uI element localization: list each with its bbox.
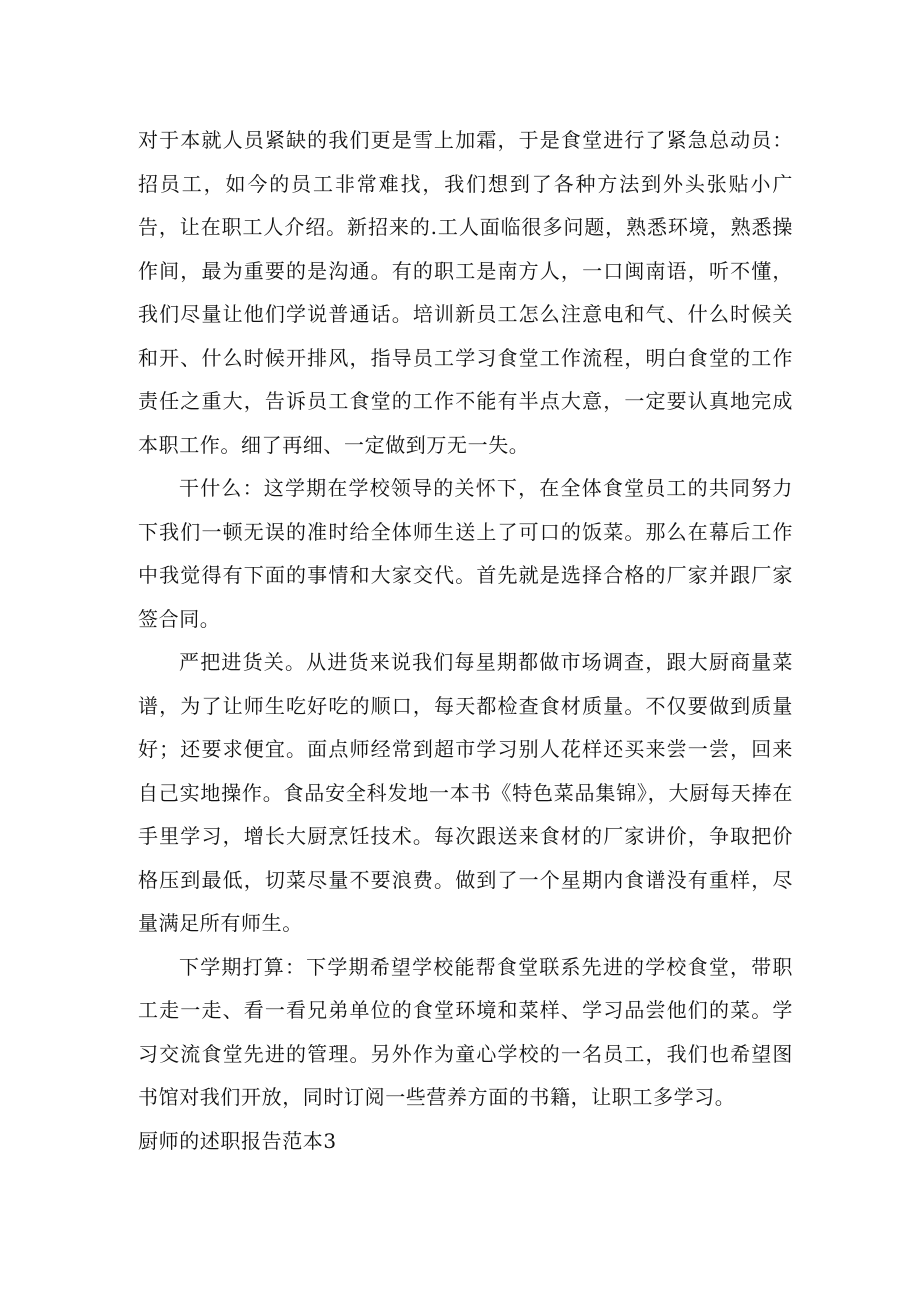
paragraph-staff-recruitment: 对于本就人员紧缺的我们更是雪上加霜，于是食堂进行了紧急总动员：招员工，如今的员工非常难找，我们想到了各种方法到外头张贴小广告，让在职工人介绍。新招来的.工人面临很多问题，熟悉环境，熟悉操作间，最为重要的是沟通。有的职工是南方人，一口闽南语，听不懂，我们尽量让他们学说普通话。培训新员工怎么注意电和气、什么时候关和开、什么时候开排风，指导员工学习食堂工作流程，明白食堂的工作责任之重大，告诉员工食堂的工作不能有半点大意，一定要认真地完成本职工作。细了再细、一定做到万无一失。 (138, 128, 793, 457)
paragraph-work-duties: 干什么：这学期在学校领导的关怀下，在全体食堂员工的共同努力下我们一顿无误的准时给全体师生送上了可口的饭菜。那么在幕后工作中我觉得有下面的事情和大家交代。首先就是选择合格的厂家并跟厂家签合同。 (138, 476, 793, 631)
paragraph-next-term-plan: 下学期打算：下学期希望学校能帮食堂联系先进的学校食堂，带职工走一走、看一看兄弟单位的食堂环境和菜样、学习品尝他们的菜。学习交流食堂先进的管理。另外作为童心学校的一名员工，我们也希望图书馆对我们开放，同时订阅一些营养方面的书籍，让职工多学习。 (138, 954, 793, 1109)
document-body (138, 119, 793, 1163)
section-heading: 厨师的述职报告范本3 (138, 1128, 337, 1153)
paragraph-purchasing-control: 严把进货关。从进货来说我们每星期都做市场调查，跟大厨商量菜谱，为了让师生吃好吃的顺口，每天都检查食材质量。不仅要做到质量好；还要求便宜。面点师经常到超市学习别人花样还买来尝一尝，回来自己实地操作。食品安全科发地一本书《特色菜品集锦》，大厨每天捧在手里学习，增长大厨烹饪技术。每次跟送来食材的厂家讲价，争取把价格压到最低，切菜尽量不要浪费。做到了一个星期内食谱没有重样，尽量满足所有师生。 (138, 650, 793, 935)
